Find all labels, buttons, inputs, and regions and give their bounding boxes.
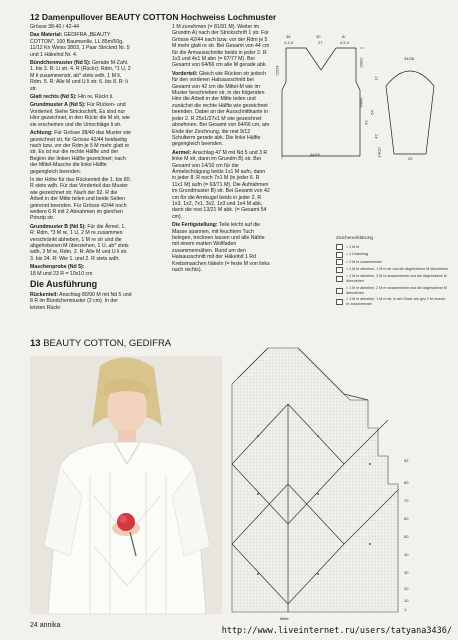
back-label: Rückenteil: (30, 292, 58, 299)
row-label: 60 (404, 516, 409, 521)
instructions-heading: Die Ausführung (30, 279, 98, 290)
back-top2-dim-3: 4,5 4 (340, 40, 349, 45)
legend-text: = 2 M re zusammenstr (346, 259, 382, 264)
sleeve-cap-dim: 12 (373, 76, 379, 81)
instructions-middle-column (172, 24, 270, 275)
legend-text: = 1 M re abheben, 2 M re zusammenstr und die abgehobene M überziehen (346, 274, 447, 283)
legend-item (336, 259, 448, 265)
page-footer (30, 622, 60, 629)
rib-label: Bündchenmuster (Nd 5): (30, 60, 91, 67)
finishing-label: Die Fertigstellung: (172, 222, 218, 229)
legend-symbol-icon (336, 276, 343, 282)
sleeve-schematic (380, 54, 440, 164)
legend-text: = 1 M re abheben, 2 M re zusammenstr und die abgehobene M überziehen (346, 285, 447, 295)
stockinette-label: Glatt rechts (Nd 5): (30, 94, 77, 101)
pattern-title: 12 Damenpullover BEAUTY COTTON Hochweiss Lochmuster (30, 12, 277, 22)
legend-item (336, 297, 448, 307)
pattern-b-label: Grundmuster B (Nd 5): (30, 223, 86, 230)
achtung-label: Achtung: (30, 130, 53, 137)
legend-item (336, 286, 448, 296)
back-top-dim-1: 38 (286, 34, 291, 39)
knitting-chart (228, 344, 424, 621)
source-watermark[interactable]: http://www.liveinternet.ru/users/tatyana3436/ (221, 626, 452, 636)
legend-text: = 1 M re abheben, 1 M re str, in der Rückr wie gez 2 M verschr re zusammenstr (346, 297, 446, 306)
legend-item (336, 274, 448, 284)
back-top2-dim-2: 27 (318, 40, 323, 45)
section-number: 13 (30, 338, 41, 349)
body-schematic (276, 30, 366, 160)
sleeve-outline (386, 71, 434, 154)
legend-symbol-icon (336, 267, 343, 273)
sleeve-text: Anschlag 47 M mit Nd 5 und 3 R linke M str, dann im Grundm B) str. Bei Gesamt von 14/10 cm für die Ärmelschrägung beids 1x1 M aufn, dann in jeder 8. R noch 7x1 M (in jeder 6. R 11x1 M) aufn (= 63/71 M). Die Aufnahmen im Grundmuster B) str. Bei Gesamt von 42 cm für die Armkugel beids in jeder 2. R 1x3, 1x2, 7x1, 3x2, 1x3 und 1x4 M abk, dann die rest 13/21 M abk. (= Gesamt 54 cm). (172, 149, 270, 220)
legend-symbol-icon (336, 244, 343, 250)
legend-item (336, 244, 448, 250)
size-line: Grösse 38-40 / 42-44 (30, 24, 80, 30)
section-13-heading (30, 338, 171, 349)
legend-symbol-icon (336, 299, 343, 305)
back-text: Anschlag 80/90 M mit Nd 5 und 8 R im Bündchenmuster (2 cm). In der letzten Rückr (30, 292, 132, 311)
legend-symbol-icon (336, 288, 343, 294)
legend-symbol-icon (336, 252, 343, 258)
magazine-brand: annika (39, 622, 61, 629)
back-top2-dim-1: 4 4,5 (284, 40, 293, 45)
back-height-dim-2: 42 (363, 120, 369, 125)
pattern-a-text-2: In der Höhe für das Rückenteil die 1. bis 80. R stets wdh. Für das Vorderteil das Muster wie gezeichnet str. Nach der 92. R die Arbeit in der Mitte teilen und beide Seiten getrennt beenden. Für Grösse 42/44 noch weitere 6 R mit 2 Abnahmen im gleichen Prinzip str. (30, 176, 131, 222)
sleeve-length-dim: 54 (369, 110, 375, 115)
model-photo (30, 356, 222, 614)
back-side-dim: 22/24 (274, 65, 280, 76)
pattern-a-label: Grundmuster A (Nd 5): (30, 102, 86, 109)
front-side-dim-1: 20/22 (358, 57, 364, 68)
pattern-b-text: Für die Ärmel. 1. R: Rdm, *3 M re, 1 U, 2 M re zusammen verschränkt abheben, 1 M re str und die abgehobenen M überziehen, 1 U, ab* stets wdh, 3 M re, Rdm. 2. R: Alle M und U li str. 3. bis 24. R: Wie 1. und 2. R stets wdh. (30, 223, 129, 262)
legend-text: = 1 Umschlag (346, 252, 369, 256)
front-label: Vorderteil: (172, 70, 198, 77)
legend-text: = 1 M re (346, 244, 360, 249)
back-continued: 1 M zunehmen (= 81/91 M). Weiter im Grundm A) nach der Strickschrift 1 str. Für Grösse 42/44 nach bzw. vor der Rdm je 5 M mehr glatt re str. Bei Gesamt von 44 cm für die Armausschnitte beids in jeder 2. R 1x3 und 4x1 M abn (= 67/77 M). Bei Gesamt von 64/66 cm alle M gerade abk. (172, 24, 270, 69)
model-illustration (30, 356, 222, 614)
instructions-left-column (30, 24, 132, 313)
center-label: Mitte (280, 616, 289, 621)
row-label: 80 (404, 480, 409, 485)
stockinette-text: Hin re, Rückr li. (78, 94, 114, 101)
row-label: 70 (404, 498, 409, 503)
legend-title: Zeichenerklärung (336, 236, 374, 241)
back-height-dim: 64/66 (358, 97, 364, 108)
row-label: 92 (404, 458, 409, 463)
rib-text: Gerade M-Zahl. 1. bis 3. R: Li str. 4. R (Rückr): Rdm, *1 U, 2 M li zusammenstr, ab* stets wdh, 1 M li, Rdm. 5. R: Alle M und U li str. 6. bis 8. R: li str. (30, 60, 131, 92)
chart-legend (336, 236, 448, 309)
section-yarn: BEAUTY COTTON, GEDIFRA (43, 338, 172, 349)
achtung-text: Für Grösse 38/40 das Muster wie gezeichnet str, für Grösse 42/44 beidseitig nach bzw. vor der Rdm je 5 M mehr glatt re str. Es ist nur die rechte Hälfte und der Beginn der linken Hälfte gezeichnet; nach der Mittel-Masche die linke Hälfte gegengleich beenden. (30, 130, 131, 175)
row-label: 50 (404, 534, 409, 539)
sleeve-mid-dim: 42 (373, 134, 379, 139)
row-label: 10 (404, 598, 409, 603)
body-width-dim: 44/50 (310, 152, 321, 157)
page-number: 24 (30, 622, 38, 629)
sleeve-top-dim: 34/38 (404, 56, 415, 61)
front-text: Gleich wie Rücken str jedoch für den vorderen Halsausschnitt bei Gesamt von 42 cm die Mittel-M wie im Muster beschrieben str, in der folgenden Hinr die Arbeit in der Mitte teilen und zunächst die rechte Hälfte wie gezeichnet beenden. Dabei an der Ausschnittkante in jeder 2. R 25x1/27x1 M wie gezeichnet abnehmen. Bei Gesamt von 64/66 cm, am Ende der Zeichnung, die rest 9/12 Schulterm gerade abk. Die linke Hälfte gegengleich beenden. (172, 70, 270, 148)
legend-symbol-icon (336, 259, 343, 265)
sleeve-low-dim: 14/10 (376, 147, 382, 158)
legend-item (336, 267, 448, 273)
sleeve-label: Aermel: (172, 149, 192, 156)
rose-icon (117, 513, 135, 531)
pattern-a-text: Für Rücken- und Vorderteil. Siehe Strickschrift. Es sind nur Hinr gezeichnet, in den Rückr die M str, wie sie erscheinen und die Umschläge li str. (30, 102, 130, 128)
gauge-text: 18 M und 23 R = 10x10 cm (30, 270, 93, 277)
chart-grid (232, 348, 398, 612)
material-label: Das Material: (30, 32, 63, 39)
legend-text: = 1 M re abheben, 1 M re str und die abgehobene M überziehen (346, 267, 448, 271)
finishing-text: Teile leicht auf die Masse spannen, mit feuchtem Tuch belegen, trocknen lassen und alle Nähte mit einem matten Wollfaden zusammennähen. Rund um den Halsausschnitt mit der Häkelnd 1 Rd Krebsmaschen häkeln (= feste M von links nach rechts). (172, 222, 270, 274)
row-label: 20 (404, 586, 409, 591)
material-text: GEDIFRA „BEAUTY COTTON", 100 Baumwolle, LL 85m/50g, 11/12 Kn Weiss 3803, 1 Paar Stricknd Nr. 5 und 1 Häkelnd Nr. 4. (30, 32, 130, 58)
body-outline (282, 48, 360, 156)
gauge-label: Maschenprobe (Nd 5): (30, 264, 85, 271)
row-label: 40 (404, 552, 409, 557)
sleeve-bottom-dim: 25 (408, 156, 413, 161)
back-top-dim-3: 8/ (342, 34, 346, 39)
row-label: 30 (404, 570, 409, 575)
back-top-dim-2: 30 (316, 34, 321, 39)
legend-item (336, 252, 448, 258)
row-label: 1 (404, 607, 407, 612)
